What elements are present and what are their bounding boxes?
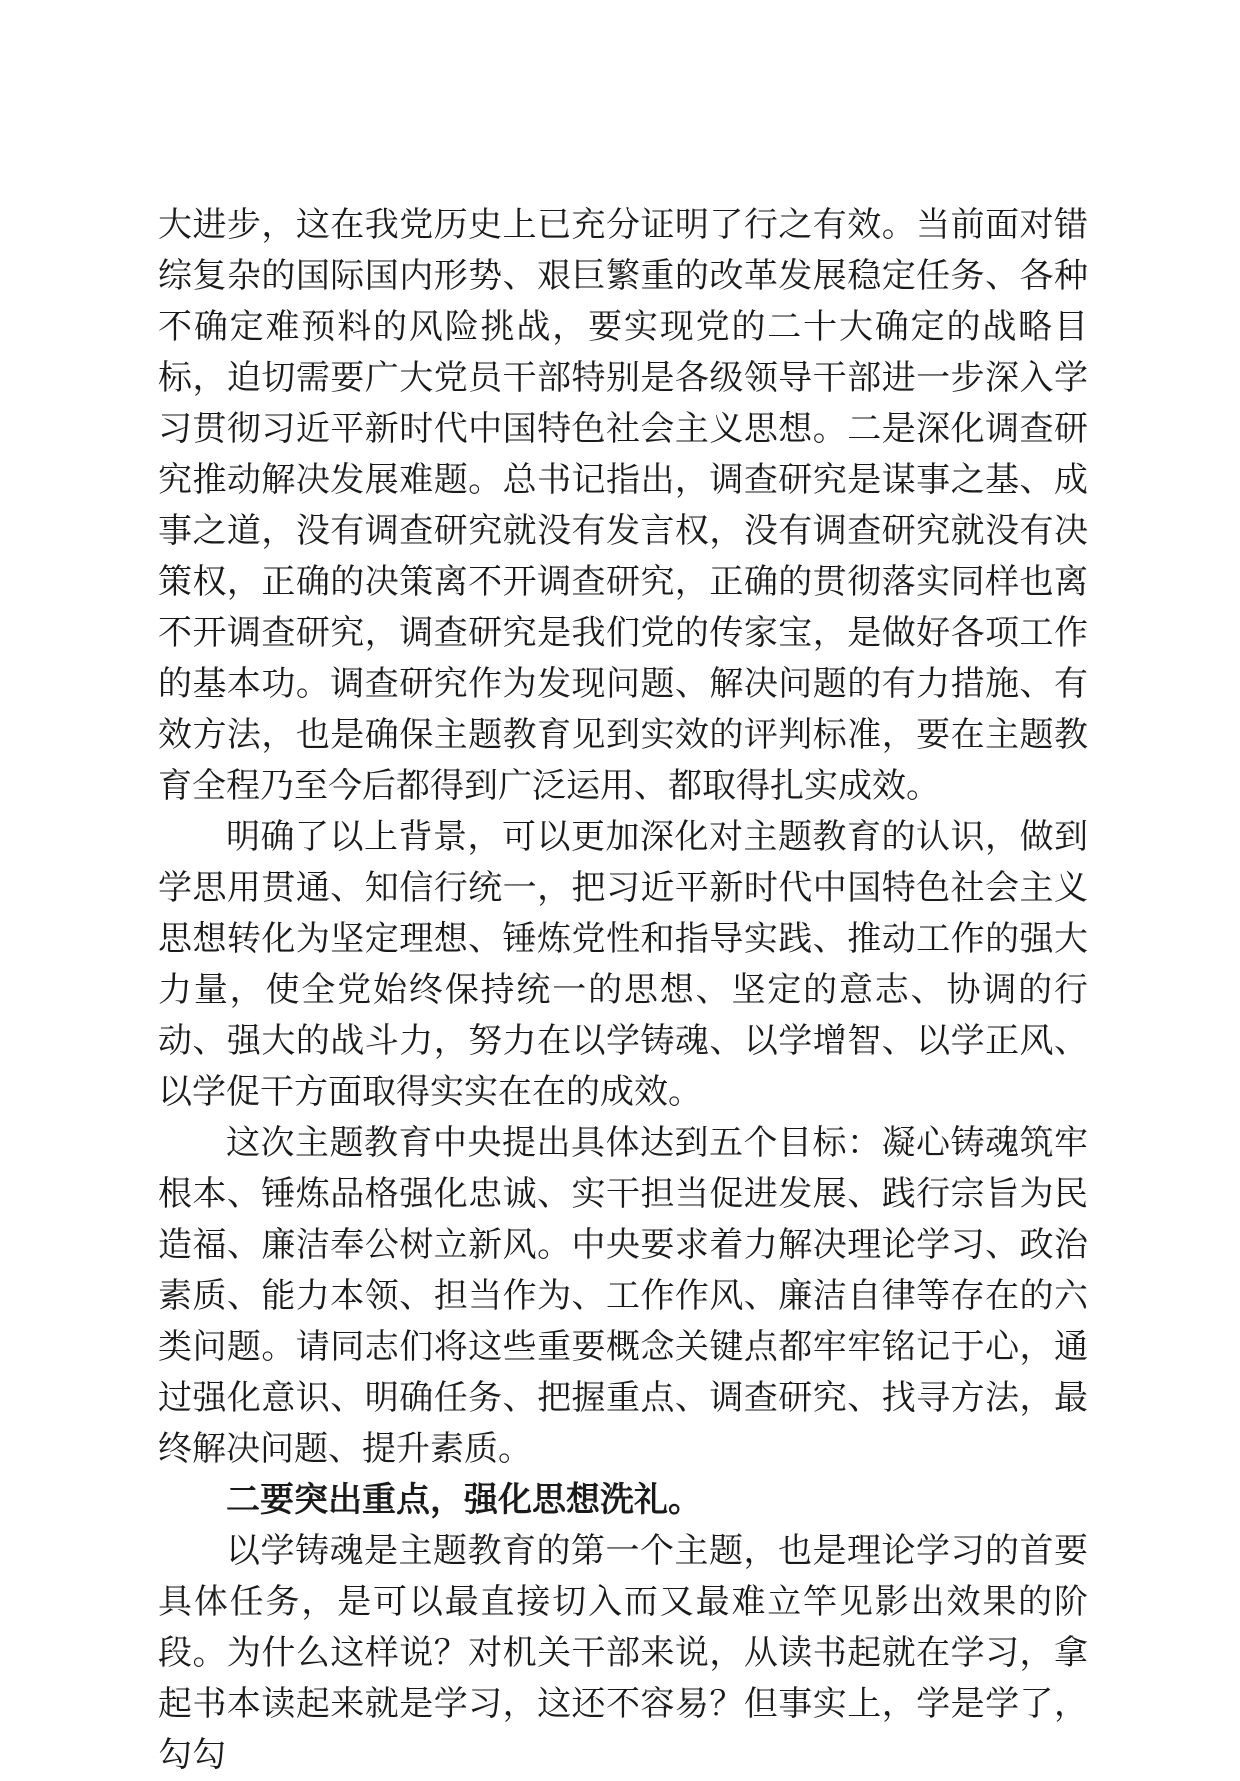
paragraph-background: 明确了以上背景，可以更加深化对主题教育的认识，做到学思用贯通、知信行统一，把习近平新时代中国特色社会主义思想转化为坚定理想、锤炼党性和指导实践、推动工作的强大力量，使全党始终保持统一的思想、坚定的意志、协调的行动、强大的战斗力，努力在以学铸魂、以学增智、以学正风、以学促干方面取得实实在在的成效。 <box>158 817 1088 1112</box>
paragraph-goals: 这次主题教育中央提出具体达到五个目标：凝心铸魂筑牢根本、锤炼品格强化忠诚、实干担当促进发展、践行宗旨为民造福、廉洁奉公树立新风。中央要求着力解决理论学习、政治素质、能力本领、担当作为、工作作风、廉洁自律等存在的六类问题。请同志们将这些重要概念关键点都牢牢铭记于心，通过强化意识、明确任务、把握重点、调查研究、找寻方法，最终解决问题、提升素质。 <box>158 1123 1088 1469</box>
paragraph-continued: 大进步，这在我党历史上已充分证明了行之有效。当前面对错综复杂的国际国内形势、艰巨繁重的改革发展稳定任务、各种不确定难预料的风险挑战，要实现党的二十大确定的战略目标，迫切需要广大党员干部特别是各级领导干部进一步深入学习贯彻习近平新时代中国特色社会主义思想。二是深化调查研究推动解决发展难题。总书记指出，调查研究是谋事之基、成事之道，没有调查研究就没有发言权，没有调查研究就没有决策权，正确的决策离不开调查研究，正确的贯彻落实同样也离不开调查研究，调查研究是我们党的传家宝，是做好各项工作的基本功。调查研究作为发现问题、解决问题的有力措施、有效方法，也是确保主题教育见到实效的评判标准，要在主题教育全程乃至今后都得到广泛运用、都取得扎实成效。 <box>158 205 1088 806</box>
section-heading: 二要突出重点，强化思想洗礼。 <box>226 1480 702 1520</box>
paragraph-learning: 以学铸魂是主题教育的第一个主题，也是理论学习的首要具体任务，是可以最直接切入而又最难立竿见影出效果的阶段。为什么这样说？对机关干部来说，从读书起就在学习，拿起书本读起来就是学习，这还不容易？但事实上，学是学了，勾勾 <box>158 1531 1088 1775</box>
document-page <box>158 200 1088 1781</box>
